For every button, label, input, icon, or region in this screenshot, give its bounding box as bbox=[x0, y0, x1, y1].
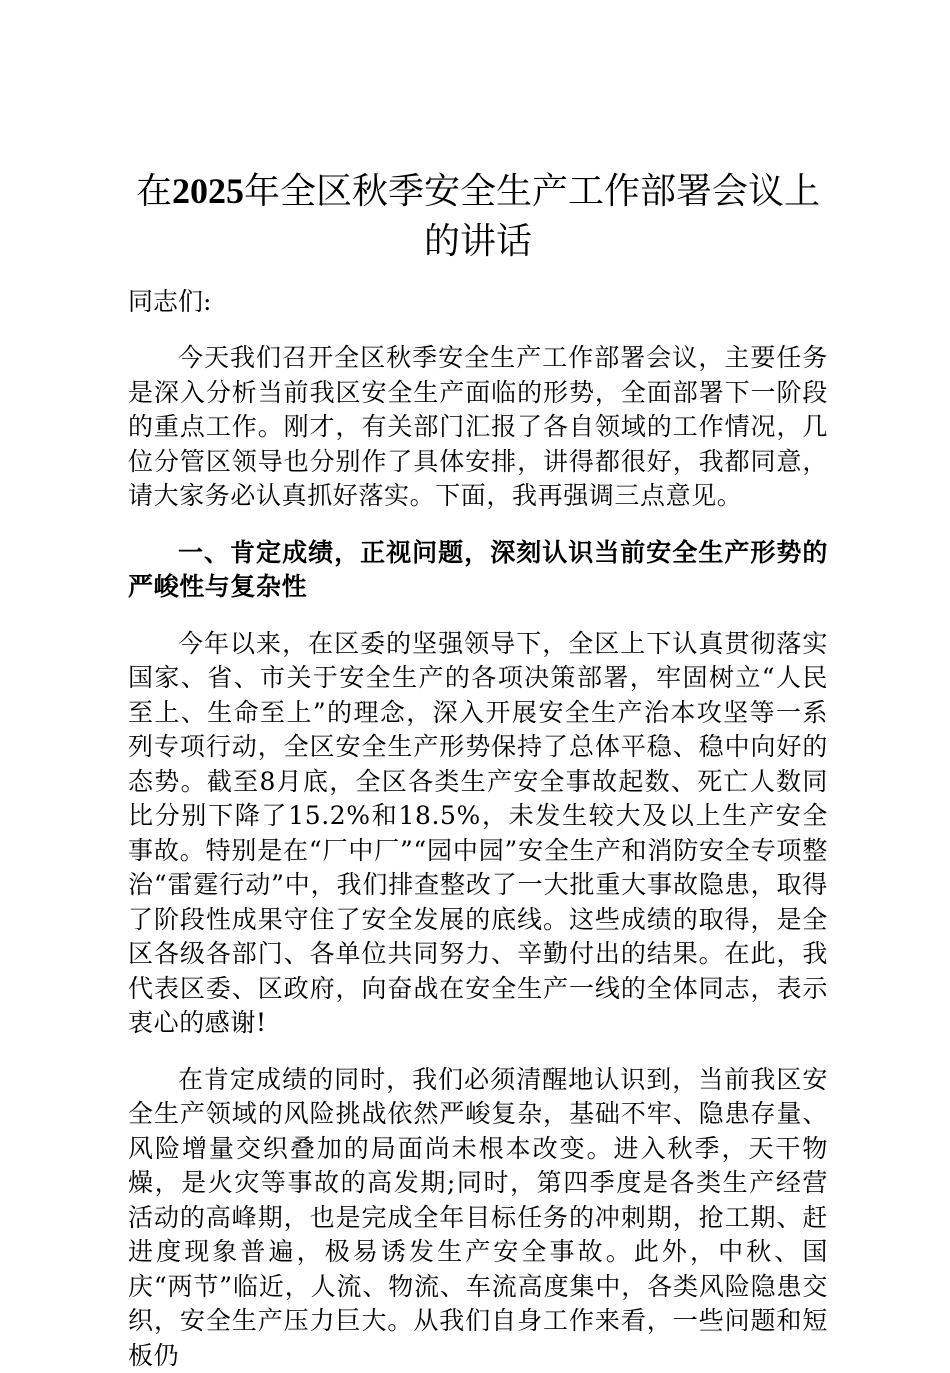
document-body bbox=[128, 166, 828, 1373]
paragraph-achievements: 今年以来，在区委的坚强领导下，全区上下认真贯彻落实国家、省、市关于安全生产的各项决策部署，牢固树立“人民至上、生命至上”的理念，深入开展安全生产治本攻坚等一系列专项行动，全区安全生产形势保持了总体平稳、稳中向好的态势。截至8月底，全区各类生产安全事故起数、死亡人数同比分别下降了15.2%和18.5%，未发生较大及以上生产安全事故。特别是在“厂中厂”“园中园”安全生产和消防安全专项整治“雷霆行动”中，我们排查整改了一大批重大事故隐患，取得了阶段性成果守住了安全发展的底线。这些成绩的取得，是全区各级各部门、各单位共同努力、辛勤付出的结果。在此，我代表区委、区政府，向奋战在安全生产一线的全体同志，表示衷心的感谢! bbox=[128, 627, 828, 1041]
paragraph-intro: 今天我们召开全区秋季安全生产工作部署会议，主要任务是深入分析当前我区安全生产面临的形势，全面部署下一阶段的重点工作。刚才，有关部门汇报了各自领域的工作情况，几位分管区领导也分别作了具体安排，讲得都很好，我都同意，请大家务必认真抓好落实。下面，我再强调三点意见。 bbox=[128, 341, 828, 514]
title-suffix: 年全区秋季安全生产工作部署会议上的讲话 bbox=[244, 171, 820, 262]
salutation: 同志们: bbox=[128, 285, 828, 319]
title-year: 2025 bbox=[172, 171, 244, 211]
title-prefix: 在 bbox=[136, 171, 172, 212]
paragraph-challenges: 在肯定成绩的同时，我们必须清醒地认识到，当前我区安全生产领域的风险挑战依然严峻复杂，基础不牢、隐患存量、风险增量交织叠加的局面尚未根本改变。进入秋季，天干物燥，是火灾等事故的高发期;同时，第四季度是各类生产经营活动的高峰期，也是完成全年目标任务的冲刺期，抢工期、赶进度现象普遍，极易诱发生产安全事故。此外，中秋、国庆“两节”临近，人流、物流、车流高度集中，各类风险隐患交织，安全生产压力巨大。从我们自身工作来看，一些问题和短板仍 bbox=[128, 1063, 828, 1373]
document-title bbox=[128, 166, 828, 267]
section-heading-1: 一、肯定成绩，正视问题，深刻认识当前安全生产形势的严峻性与复杂性 bbox=[128, 536, 828, 605]
